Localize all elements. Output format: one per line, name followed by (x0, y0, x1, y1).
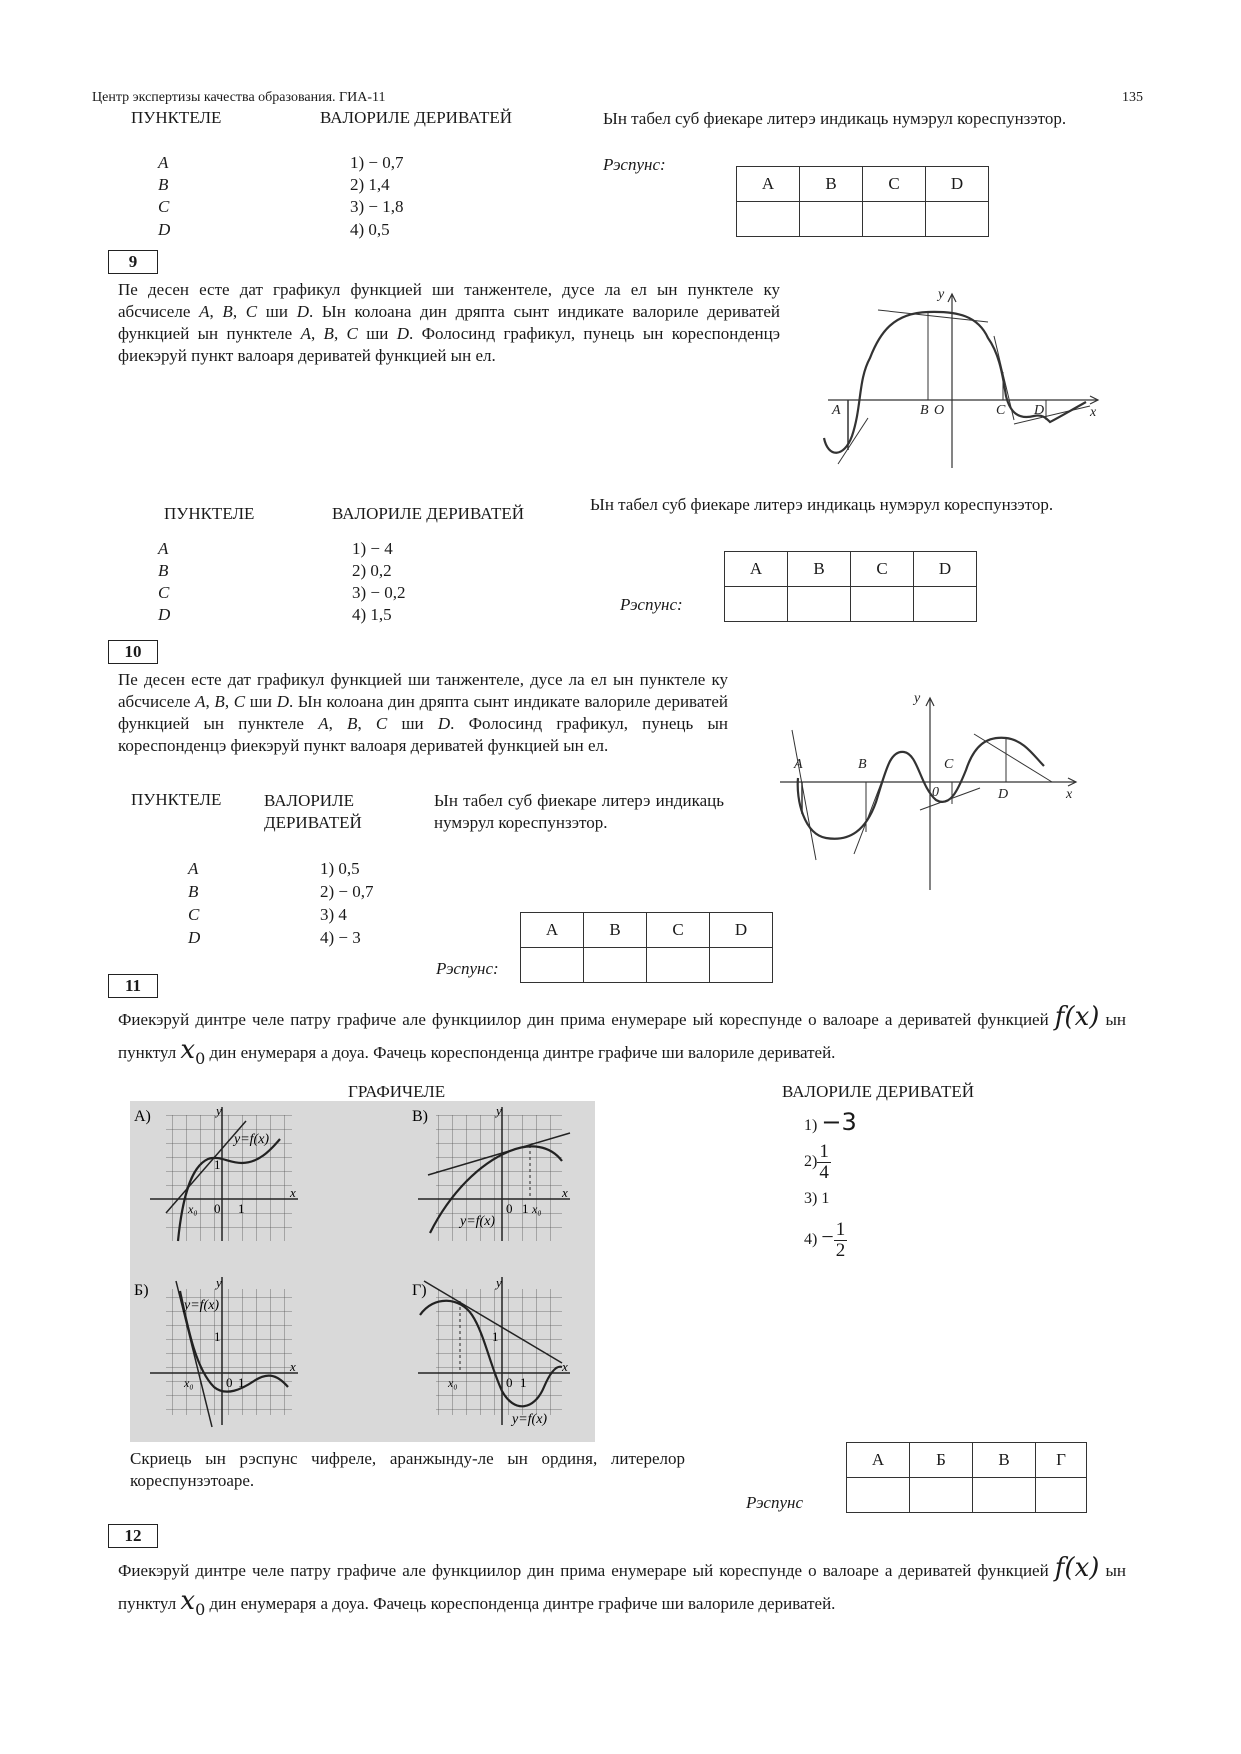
q8-value: 4) 0,5 (350, 220, 390, 239)
q10-table-header: D (710, 913, 773, 948)
svg-text:1: 1 (214, 1329, 221, 1344)
graph-label-c: C (944, 757, 954, 772)
q10-answer-cell-b[interactable] (584, 948, 647, 983)
q8-point: B (158, 175, 169, 194)
q11-values-list (804, 1108, 857, 1268)
q9-table-header: D (914, 552, 977, 587)
q8-answer-label: Рэспунс: (603, 155, 666, 174)
q11-value-1: 1) −3 (804, 1108, 857, 1136)
q9-value: 4) 1,5 (352, 605, 392, 624)
q11-graph-fn: y=f(x) (512, 1412, 548, 1427)
q8-table-header: C (863, 167, 926, 202)
q9-table-header: C (851, 552, 914, 587)
q11-col-values: ВАЛОРИЛЕ ДЕРИВАТЕЙ (782, 1082, 975, 1101)
graph-label-o: O (934, 403, 945, 418)
q8-answer-cell-b[interactable] (800, 202, 863, 237)
q10-value: 2) − 0,7 (320, 882, 374, 901)
function-curve (824, 312, 1086, 453)
q11-table-header: А (847, 1443, 910, 1478)
svg-text:x: x (290, 1185, 296, 1200)
q9-value: 1) − 4 (352, 539, 393, 558)
q8-col-values: ВАЛОРИЛЕ ДЕРИВАТЕЙ (320, 108, 513, 127)
q8-table-header: D (926, 167, 989, 202)
svg-text:y: y (216, 1275, 222, 1290)
svg-text:x: x (562, 1359, 568, 1374)
q11-graph-b (134, 1275, 298, 1427)
q8-point: A (158, 153, 169, 172)
q9-point: D (158, 605, 171, 624)
q10-table-header: C (647, 913, 710, 948)
q10-col-points: ПУНКТЕЛЕ (131, 790, 222, 809)
q11-answer-cell-a[interactable] (847, 1478, 910, 1513)
q9-value: 2) 0,2 (352, 561, 392, 580)
q11-value-3: 3) 1 (804, 1190, 830, 1207)
svg-text:1: 1 (522, 1201, 529, 1216)
svg-text:0: 0 (506, 1375, 513, 1390)
q10-point: C (188, 905, 200, 924)
q8-answer-cell-c[interactable] (863, 202, 926, 237)
q9-table-header: B (788, 552, 851, 587)
question-number-11: 11 (108, 974, 158, 998)
q11-graph-letter: В) (412, 1108, 428, 1125)
graph-label-c: C (996, 403, 1006, 418)
svg-text:1: 1 (520, 1375, 527, 1390)
q11-graph-fn: y=f(x) (234, 1132, 270, 1147)
q11-graph-fn: y=f(x) (460, 1214, 496, 1229)
q8-value: 2) 1,4 (350, 175, 390, 194)
q9-text: Пе десен есте дат графикул функцией ши танжентеле, дусе ла ел ын пунктеле ку абсчиселе A, B, C ши D. Ын колоана дин дряпта сынт индикате валориле дериватей функцией ын пунктеле A, B, C ши D. Фолосинд графикул, пунець ын кореспонденцэ фиекэруй пункт валоаря дериватей функцией ын ел. (118, 280, 781, 365)
q10-function-graph (780, 690, 1080, 890)
q8-value: 3) − 1,8 (350, 197, 404, 216)
tangent-a (838, 418, 868, 464)
q11-graph-v (412, 1103, 570, 1241)
q11-graph-a (134, 1103, 298, 1241)
q12-text: Фиекэруй динтре челе патру графиче але функциилор дин прима енумераре ый кореспунде о валоаре а дериватей функцией f(x) ын пунктул $x_0$ дин енумераря а доуа. Фачець кореспонденца динтре графиче ши валориле дериватей. (118, 1553, 1126, 1620)
q9-point: C (158, 583, 170, 602)
graph-label-b: B (858, 757, 867, 772)
q8-point: D (158, 220, 171, 239)
q9-col-points: ПУНКТЕЛЕ (164, 504, 255, 523)
q10-instruction: Ын табел суб фиекаре литерэ индикаць нумэрул кореспунзэтор. (434, 791, 724, 832)
q11-value-4: 4) − $\frac{1}{2}$ (804, 1219, 846, 1261)
q10-answer-label: Рэспунс: (436, 959, 499, 978)
q11-value-2: 2) $\frac{1}{4}$ (804, 1141, 829, 1183)
q10-answer-cell-c[interactable] (647, 948, 710, 983)
svg-text:x₀: x₀ (532, 1202, 542, 1216)
q9-answer-label: Рэспунс: (620, 595, 683, 614)
q8-answer-table (736, 166, 989, 237)
q10-point: A (188, 859, 199, 878)
q11-graph-letter: Г) (412, 1282, 427, 1299)
svg-text:1: 1 (238, 1201, 245, 1216)
q11-col-graphs: ГРАФИЧЕЛЕ (348, 1082, 446, 1101)
svg-text:0: 0 (506, 1201, 513, 1216)
q8-instruction: Ын табел суб фиекаре литерэ индикаць нумэрул кореспунзэтор. (603, 109, 1067, 128)
q10-answer-cell-a[interactable] (521, 948, 584, 983)
q11-answer-label: Рэспунс (746, 1493, 803, 1512)
q11-graph-letter: А) (134, 1108, 151, 1125)
q10-col-values: ВАЛОРИЛЕ ДЕРИВАТЕЙ (264, 791, 362, 832)
q11-text: Фиекэруй динтре челе патру графиче але функциилор дин прима енумераре ый кореспунде о валоаре а дериватей функцией f(x) ын пунктул $x_0$ дин енумераря а доуа. Фачець кореспонденца динтре графиче ши валориле дериватей. (118, 1002, 1126, 1069)
q8-value: 1) − 0,7 (350, 153, 404, 172)
q10-table-header: B (584, 913, 647, 948)
question-number-10: 10 (108, 640, 158, 664)
q9-answer-cell-b[interactable] (788, 587, 851, 622)
question-number-12: 12 (108, 1524, 158, 1548)
q11-graph-letter: Б) (134, 1282, 149, 1299)
q8-col-points: ПУНКТЕЛЕ (131, 108, 222, 127)
page-number: 135 (1122, 90, 1143, 105)
svg-text:x: x (562, 1185, 568, 1200)
q11-graphs-panel (130, 1101, 595, 1442)
svg-text:0: 0 (226, 1375, 233, 1390)
q11-answer-table (846, 1442, 1087, 1513)
q8-table-header: B (800, 167, 863, 202)
q10-value: 4) − 3 (320, 928, 361, 947)
svg-text:x: x (290, 1359, 296, 1374)
tangent-b (854, 760, 890, 854)
q10-value: 3) 4 (320, 905, 347, 924)
q8-table-header: A (737, 167, 800, 202)
q9-value: 3) − 0,2 (352, 583, 406, 602)
q10-table-header: A (521, 913, 584, 948)
graph-label-d: D (1034, 403, 1045, 418)
q9-function-graph (818, 288, 1108, 468)
graph-label-a: A (794, 757, 803, 772)
q11-graph-g (412, 1275, 570, 1427)
graph-label-x: x (1066, 787, 1073, 802)
svg-text:x₀: x₀ (184, 1376, 194, 1390)
q11-graph-fn: y=f(x) (184, 1298, 220, 1313)
svg-text:1: 1 (238, 1375, 245, 1390)
graph-label-y: y (914, 691, 921, 706)
question-number-9: 9 (108, 250, 158, 274)
q9-answer-cell-d[interactable] (914, 587, 977, 622)
svg-text:0: 0 (214, 1201, 221, 1216)
running-header: Центр экспертизы качества образования. ГИА-11 (92, 90, 386, 105)
q10-answer-cell-d[interactable] (710, 948, 773, 983)
svg-text:x₀: x₀ (188, 1202, 198, 1216)
q8-answer-cell-a[interactable] (737, 202, 800, 237)
q8-point: C (158, 197, 170, 216)
q10-value: 1) 0,5 (320, 859, 360, 878)
graph-label-b: B (920, 403, 929, 418)
graph-label-y: y (938, 288, 945, 302)
q10-answer-table (520, 912, 773, 983)
svg-text:y: y (496, 1103, 502, 1118)
svg-text:y: y (216, 1103, 222, 1118)
graph-label-x: x (1090, 405, 1097, 420)
q9-point: A (158, 539, 169, 558)
graph-label-a: A (832, 403, 841, 418)
q10-point: B (188, 882, 199, 901)
q11-answer-cell-v[interactable] (973, 1478, 1036, 1513)
svg-text:1: 1 (214, 1157, 221, 1172)
svg-text:x₀: x₀ (448, 1376, 458, 1390)
q11-table-header: В (973, 1443, 1036, 1478)
q9-answer-table (724, 551, 977, 622)
q9-table-header: A (725, 552, 788, 587)
q10-text: Пе десен есте дат графикул функцией ши танжентеле, дусе ла ел ын пунктеле ку абсчиселе A, B, C ши D. Ын колоана дин дряпта сынт индикате валориле дериватей функцией ын пунктеле A, B, C ши D. Фолосинд графикул, пунець ын кореспонденцэ фиекэруй пункт валоаря дериватей функцией ын ел. (118, 670, 729, 755)
q11-table-header: Г (1036, 1443, 1087, 1478)
svg-text:y: y (496, 1275, 502, 1290)
svg-text:1: 1 (492, 1329, 499, 1344)
q9-answer-cell-c[interactable] (851, 587, 914, 622)
q11-table-header: Б (910, 1443, 973, 1478)
q9-instruction: Ын табел суб фиекаре литерэ индикаць нумэрул кореспунзэтор. (590, 495, 1054, 514)
q11-instruction: Скриець ын рэспунс чифреле, аранжынду-ле ын ординя, литерелор кореспунзэтоаре. (130, 1449, 685, 1490)
tangent-d (974, 734, 1052, 782)
q8-answer-cell-d[interactable] (926, 202, 989, 237)
q11-answer-cell-b[interactable] (910, 1478, 973, 1513)
q9-col-values: ВАЛОРИЛЕ ДЕРИВАТЕЙ (332, 504, 525, 523)
tangent-a (792, 730, 816, 860)
q9-point: B (158, 561, 169, 580)
graph-label-o: 0 (932, 785, 939, 800)
q9-answer-cell-a[interactable] (725, 587, 788, 622)
graph-label-d: D (998, 787, 1009, 802)
q11-answer-cell-g[interactable] (1036, 1478, 1087, 1513)
q10-point: D (188, 928, 201, 947)
